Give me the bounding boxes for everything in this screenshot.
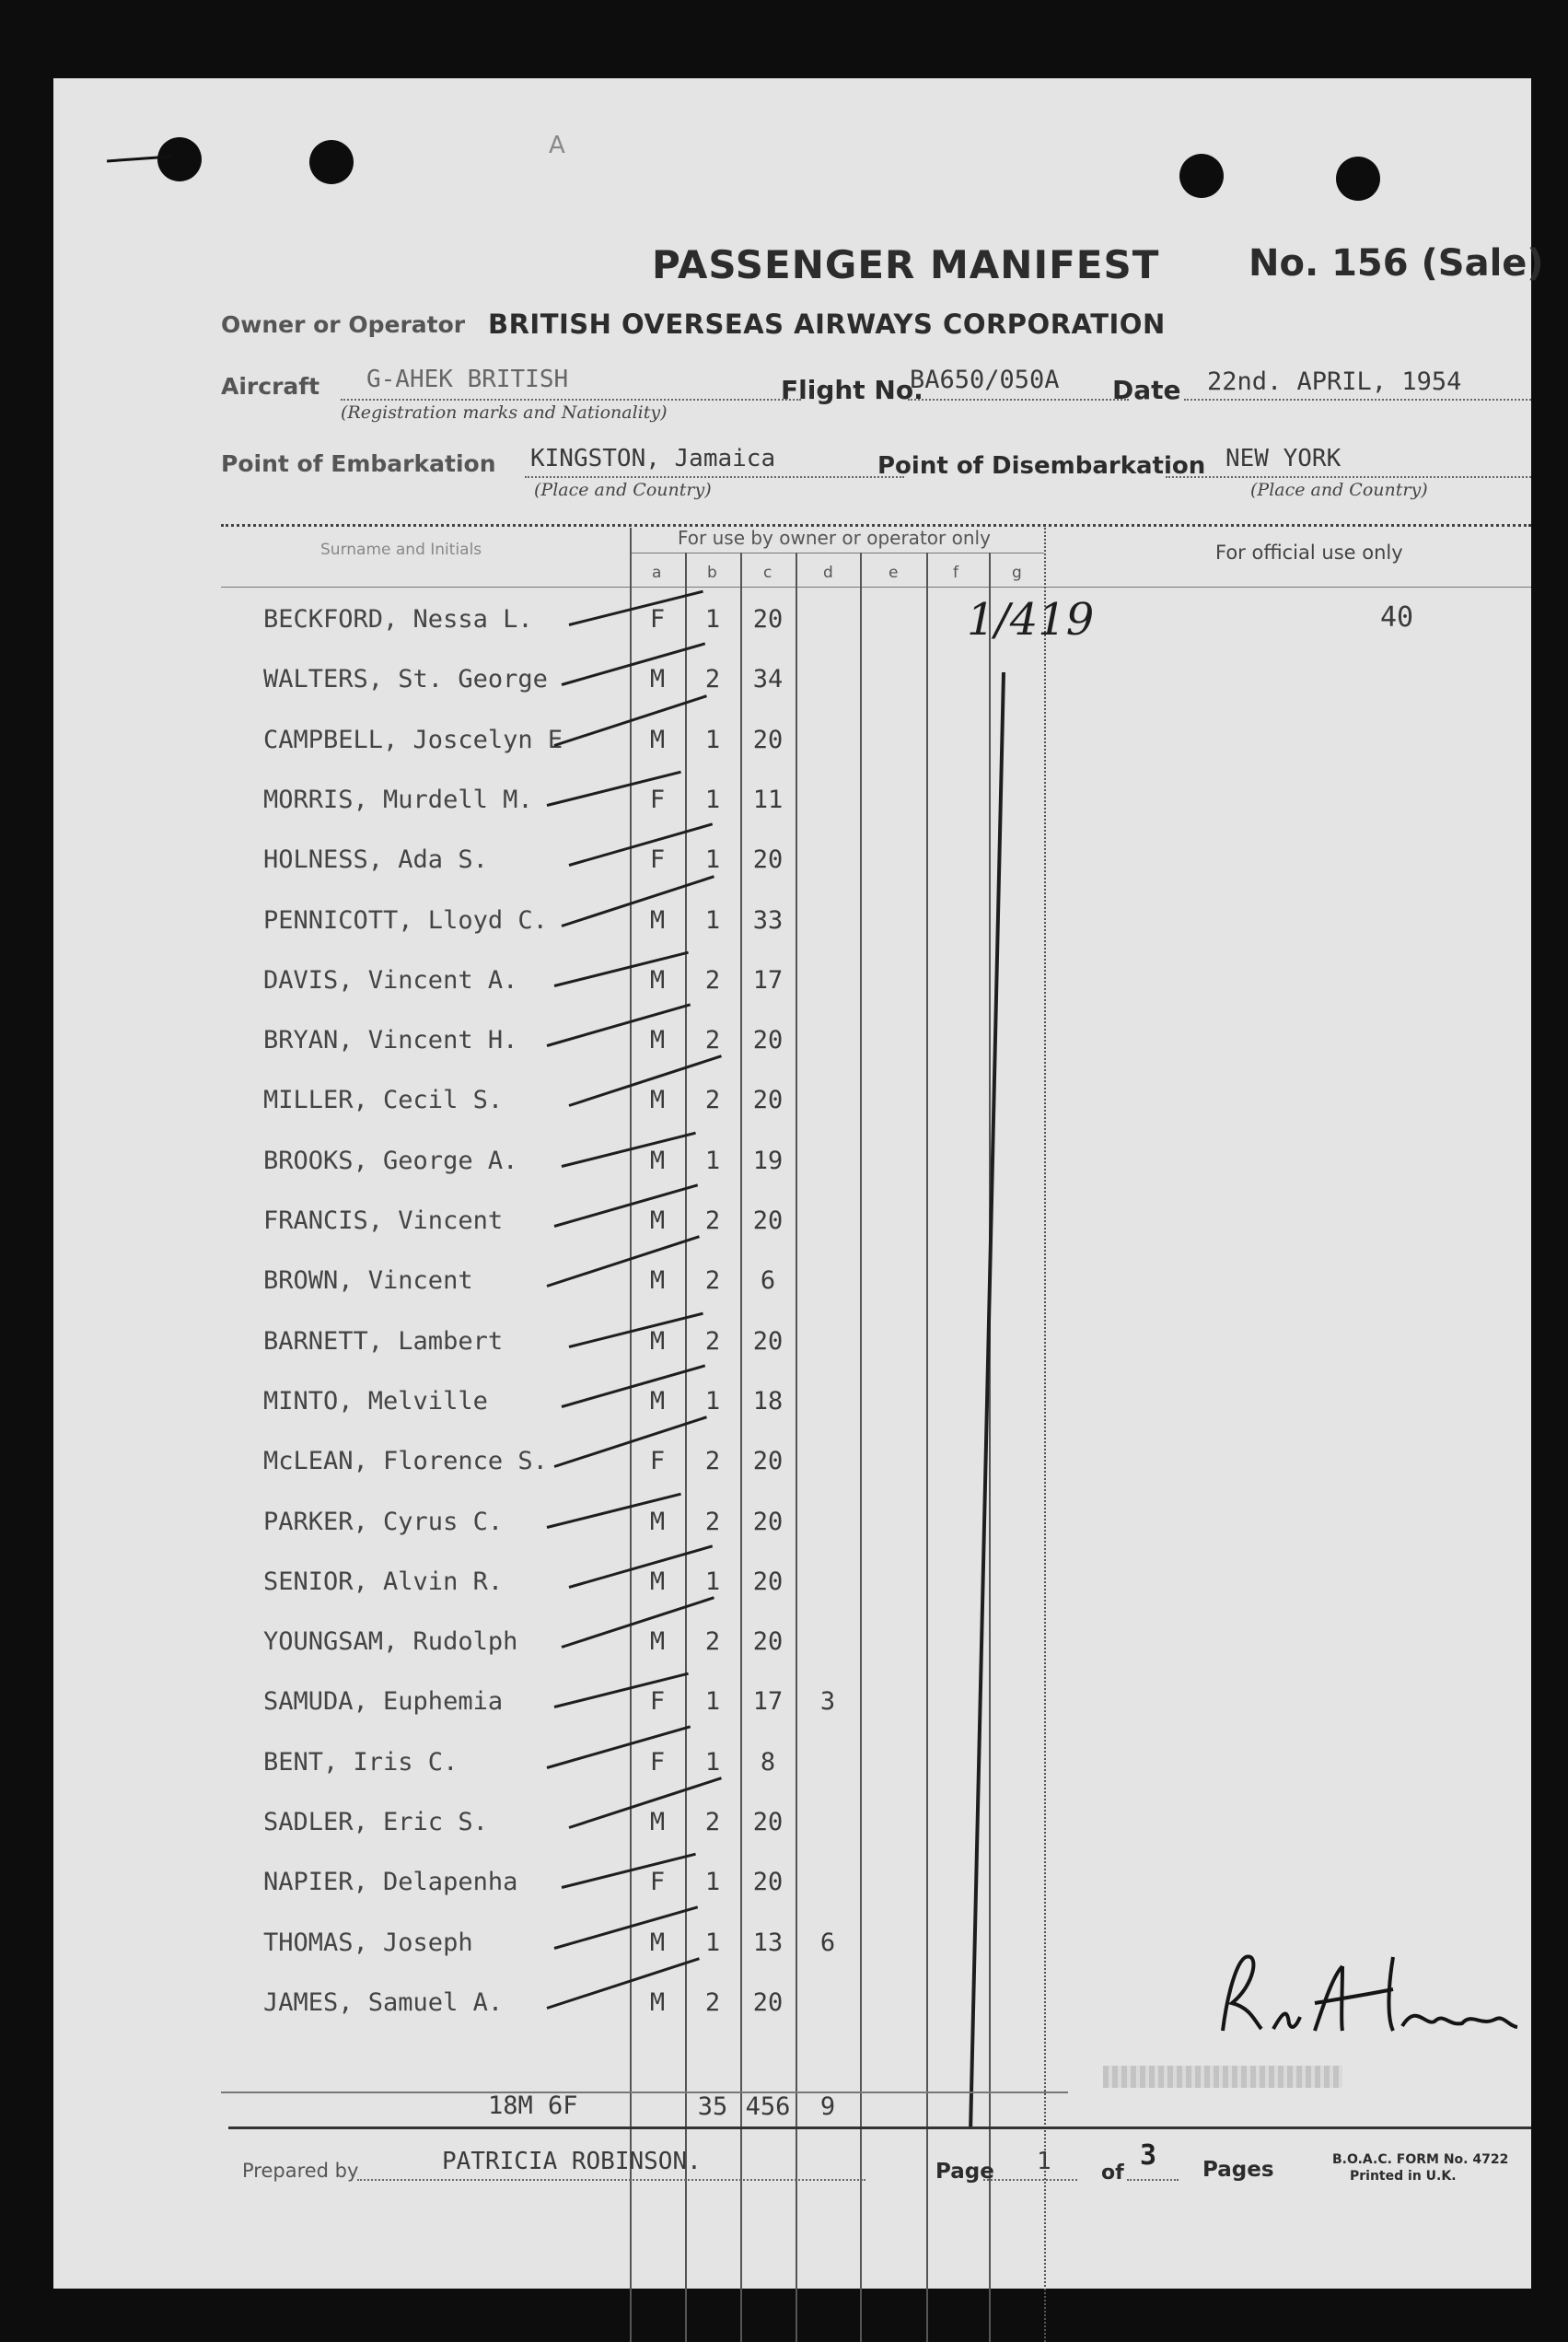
passenger-name: SAMUDA, Euphemia: [263, 1687, 504, 1716]
passenger-name: HOLNESS, Ada S.: [263, 845, 488, 874]
col-c: 20: [752, 1988, 784, 2017]
col-b: 1: [704, 1387, 721, 1416]
col-b: 1: [704, 605, 721, 634]
col-a: M: [649, 1988, 666, 2017]
col-a: M: [649, 1508, 666, 1536]
page-label: Page: [935, 2160, 994, 2184]
owner-label: Owner or Operator: [221, 311, 466, 338]
col-a: F: [649, 1447, 666, 1475]
col-b: 2: [704, 1026, 721, 1054]
col-c: 20: [752, 1026, 784, 1054]
passenger-name: JAMES, Samuel A.: [263, 1988, 504, 2017]
g-column-annotation: 1/419: [967, 594, 1095, 646]
subcol-c: c: [763, 564, 772, 582]
col-c: 11: [752, 786, 784, 814]
date-value: 22nd. APRIL, 1954: [1207, 367, 1462, 396]
col-a: F: [649, 786, 666, 814]
form-number: B.O.A.C. FORM No. 4722: [1332, 2152, 1509, 2167]
col-c: 8: [760, 1748, 776, 1777]
total-b: 35: [697, 2092, 728, 2121]
passenger-name: PARKER, Cyrus C.: [263, 1508, 504, 1536]
col-b: 1: [704, 1748, 721, 1777]
col-a: M: [649, 1327, 666, 1356]
passenger-name: MORRIS, Murdell M.: [263, 786, 533, 814]
manifest-number: No. 156 (Sale): [1249, 242, 1544, 285]
col-c: 20: [752, 1327, 784, 1356]
col-d: 6: [819, 1928, 836, 1957]
owner-use-header: For use by owner or operator only: [678, 527, 991, 549]
manifest-sheet: [53, 78, 1544, 2289]
passenger-name: BROOKS, George A.: [263, 1147, 518, 1175]
subcol-a: a: [652, 564, 662, 582]
punch-hole: [309, 140, 354, 184]
col-c: 34: [752, 665, 784, 693]
col-c: 20: [752, 1567, 784, 1596]
page-value: 1: [1037, 2148, 1051, 2175]
subcol-b: b: [707, 564, 717, 582]
passenger-name: SADLER, Eric S.: [263, 1808, 488, 1836]
col-b: 1: [704, 1567, 721, 1596]
punch-hole: [1179, 154, 1224, 198]
passenger-name: BRYAN, Vincent H.: [263, 1026, 518, 1054]
passenger-name: DAVIS, Vincent A.: [263, 966, 518, 995]
totals-label: 18M 6F: [488, 2091, 578, 2120]
col-b: 2: [704, 1086, 721, 1114]
col-a: M: [649, 906, 666, 935]
col-b: 2: [704, 1627, 721, 1656]
col-b: 1: [704, 1928, 721, 1957]
col-c: 20: [752, 1627, 784, 1656]
col-b: 2: [704, 1447, 721, 1475]
passenger-name: BENT, Iris C.: [263, 1748, 459, 1777]
g-column-handwritten-line: [969, 672, 1005, 2127]
col-b: 1: [704, 786, 721, 814]
passenger-name: SENIOR, Alvin R.: [263, 1567, 504, 1596]
col-c: 17: [752, 1687, 784, 1716]
passenger-name: YOUNGSAM, Rudolph: [263, 1627, 518, 1656]
flight-label: Flight No.: [781, 375, 923, 405]
col-a: M: [649, 665, 666, 693]
subcol-f: f: [953, 564, 958, 582]
col-c: 20: [752, 845, 784, 874]
passenger-name: McLEAN, Florence S.: [263, 1447, 548, 1475]
date-label: Date: [1112, 375, 1181, 405]
page-title: PASSENGER MANIFEST: [652, 242, 1160, 287]
subcol-d: d: [823, 564, 833, 582]
col-b: 2: [704, 1508, 721, 1536]
punch-hole: [157, 137, 202, 181]
table-bottom-rule: [228, 2126, 1531, 2129]
aircraft-label: Aircraft: [221, 373, 320, 400]
subcol-e: e: [889, 564, 899, 582]
col-a: M: [649, 1266, 666, 1295]
col-c: 18: [752, 1387, 784, 1416]
passenger-name: CAMPBELL, Joscelyn E: [263, 726, 563, 754]
aircraft-caption: (Registration marks and Nationality): [341, 402, 668, 423]
col-c: 20: [752, 605, 784, 634]
passenger-name: BARNETT, Lambert: [263, 1327, 504, 1356]
disembarkation-caption: (Place and Country): [1250, 480, 1428, 500]
subcol-g: g: [1012, 564, 1022, 582]
col-a: M: [649, 966, 666, 995]
passenger-name: MILLER, Cecil S.: [263, 1086, 504, 1114]
col-c: 13: [752, 1928, 784, 1957]
owner-value: BRITISH OVERSEAS AIRWAYS CORPORATION: [488, 309, 1166, 340]
passenger-name: MINTO, Melville: [263, 1387, 488, 1416]
col-c: 20: [752, 1808, 784, 1836]
flight-value: BA650/050A: [910, 366, 1060, 394]
signature: [1204, 1939, 1536, 2068]
col-a: M: [649, 1206, 666, 1235]
col-a: M: [649, 726, 666, 754]
of-value: 3: [1140, 2139, 1157, 2172]
col-c: 19: [752, 1147, 784, 1175]
col-a: M: [649, 1086, 666, 1114]
col-b: 1: [704, 1868, 721, 1896]
col-b: 2: [704, 665, 721, 693]
passenger-name: THOMAS, Joseph: [263, 1928, 473, 1957]
col-c: 20: [752, 1508, 784, 1536]
col-c: 20: [752, 1868, 784, 1896]
punch-hole: [1336, 157, 1380, 201]
total-c: 456: [745, 2092, 791, 2121]
col-c: 17: [752, 966, 784, 995]
name-column-header: Surname and Initials: [320, 541, 482, 559]
col-c: 6: [760, 1266, 776, 1295]
col-b: 1: [704, 1687, 721, 1716]
passenger-name: BECKFORD, Nessa L.: [263, 605, 533, 634]
official-use-header: For official use only: [1215, 542, 1403, 564]
faded-stamp: [1103, 2066, 1342, 2088]
col-b: 2: [704, 966, 721, 995]
col-b: 2: [704, 1808, 721, 1836]
col-b: 2: [704, 1988, 721, 2017]
passenger-name: WALTERS, St. George: [263, 665, 548, 693]
col-b: 1: [704, 906, 721, 935]
prepared-by-value: PATRICIA ROBINSON.: [442, 2148, 702, 2175]
col-a: M: [649, 1808, 666, 1836]
passenger-name: NAPIER, Delapenha: [263, 1868, 518, 1896]
passenger-name: PENNICOTT, Lloyd C.: [263, 906, 548, 935]
col-a: M: [649, 1567, 666, 1596]
col-a: F: [649, 605, 666, 634]
col-d: 3: [819, 1687, 836, 1716]
col-a: M: [649, 1627, 666, 1656]
col-a: M: [649, 1928, 666, 1957]
pages-label: Pages: [1202, 2158, 1274, 2182]
col-a: F: [649, 1748, 666, 1777]
col-b: 2: [704, 1327, 721, 1356]
form-printed: Printed in U.K.: [1350, 2169, 1457, 2184]
col-a: F: [649, 1687, 666, 1716]
embarkation-label: Point of Embarkation: [221, 450, 496, 477]
passenger-name: FRANCIS, Vincent: [263, 1206, 504, 1235]
total-d: 9: [819, 2092, 836, 2121]
col-c: 20: [752, 1086, 784, 1114]
col-c: 33: [752, 906, 784, 935]
aircraft-value: G-AHEK BRITISH: [366, 366, 569, 393]
corner-mark: A: [549, 132, 565, 159]
col-a: M: [649, 1147, 666, 1175]
col-b: 1: [704, 726, 721, 754]
disembarkation-label: Point of Disembarkation: [877, 452, 1206, 480]
col-b: 1: [704, 845, 721, 874]
col-a: M: [649, 1387, 666, 1416]
col-c: 20: [752, 1206, 784, 1235]
embarkation-value: KINGSTON, Jamaica: [530, 445, 776, 472]
passenger-name: BROWN, Vincent: [263, 1266, 473, 1295]
col-a: M: [649, 1026, 666, 1054]
col-b: 2: [704, 1206, 721, 1235]
prepared-by-label: Prepared by: [242, 2160, 359, 2182]
embarkation-caption: (Place and Country): [534, 480, 712, 500]
col-c: 20: [752, 1447, 784, 1475]
official-use-value: 40: [1380, 601, 1414, 634]
disembarkation-value: NEW YORK: [1225, 445, 1342, 472]
col-c: 20: [752, 726, 784, 754]
col-a: F: [649, 845, 666, 874]
of-label: of: [1101, 2161, 1124, 2185]
col-a: F: [649, 1868, 666, 1896]
col-b: 1: [704, 1147, 721, 1175]
col-b: 2: [704, 1266, 721, 1295]
